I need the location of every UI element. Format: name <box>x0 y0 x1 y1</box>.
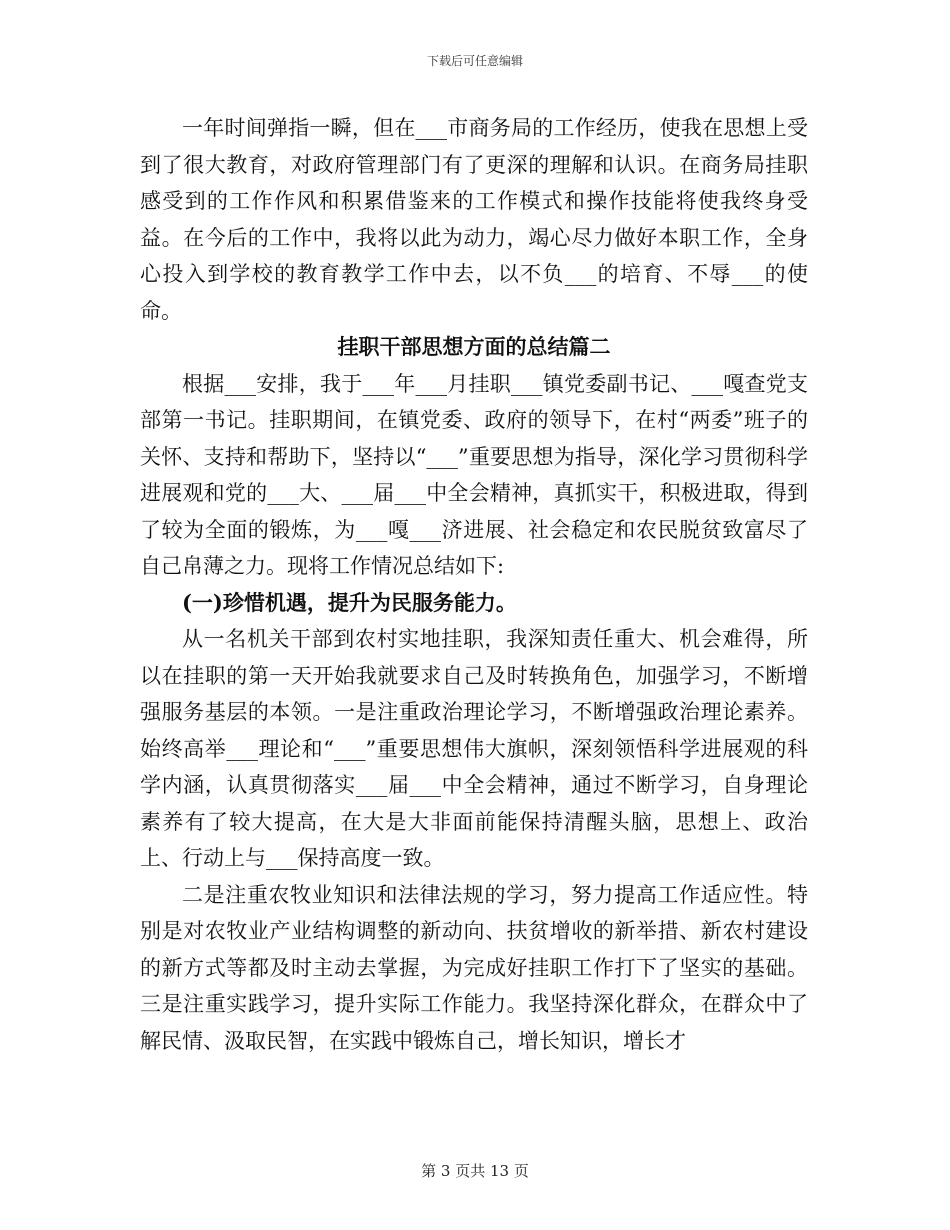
paragraph-2: 根据___安排，我于___年___月挂职___镇党委副书记、___嘎查党支部第一书记。挂职期间，在镇党委、政府的领导下，在村“两委”班子的关怀、支持和帮助下，坚持以“___”重要思想为指导，深化学习贯彻科学进展观和党的___大、___届___中全会精神，真抓实干，积极进取，得到了较为全面的锻炼，为___嘎___济进展、社会稳定和农民脱贫致富尽了自己帛薄之力。现将工作情况总结如下: <box>140 371 808 578</box>
page-footer: 第 3 页共 13 页 <box>421 1162 529 1180</box>
document-body <box>140 110 808 1059</box>
page-header: 下载后可任意编辑 <box>426 54 523 68</box>
subheading: (一)珍惜机遇，提升为民服务能力。 <box>182 589 517 615</box>
paragraph-3: 从一名机关干部到农村实地挂职，我深知责任重大、机会难得，所以在挂职的第一天开始我就要求自己及时转换角色，加强学习，不断增强服务基层的本领。一是注重政治理论学习，不断增强政治理论素养。始终高举___理论和“___”重要思想伟大旗帜，深刻领悟科学进展观的科学内涵，认真贯彻落实___届___中全会精神，通过不断学习，自身理论素养有了较大提高，在大是大非面前能保持清醒头脑，思想上、政治上、行动上与___保持高度一致。 <box>140 627 808 870</box>
paragraph-4: 二是注重农牧业知识和法律法规的学习，努力提高工作适应性。特别是对农牧业产业结构调整的新动向、扶贫增收的新举措、新农村建设的新方式等都及时主动去掌握，为完成好挂职工作打下了坚实的基础。三是注重实践学习，提升实际工作能力。我坚持深化群众，在群众中了解民情、汲取民智，在实践中锻炼自己，增长知识，增长才 <box>140 882 808 1053</box>
paragraph-1: 一年时间弹指一瞬，但在___市商务局的工作经历，使我在思想上受到了很大教育，对政府管理部门有了更深的理解和认识。在商务局挂职感受到的工作作风和积累借鉴来的工作模式和操作技能将使我终身受益。在今后的工作中，我将以此为动力，竭心尽力做好本职工作，全身心投入到学校的教育教学工作中去，以不负___的培育、不辱___的使命。 <box>140 116 808 323</box>
section-title: 挂职干部思想方面的总结篇二 <box>337 334 611 359</box>
